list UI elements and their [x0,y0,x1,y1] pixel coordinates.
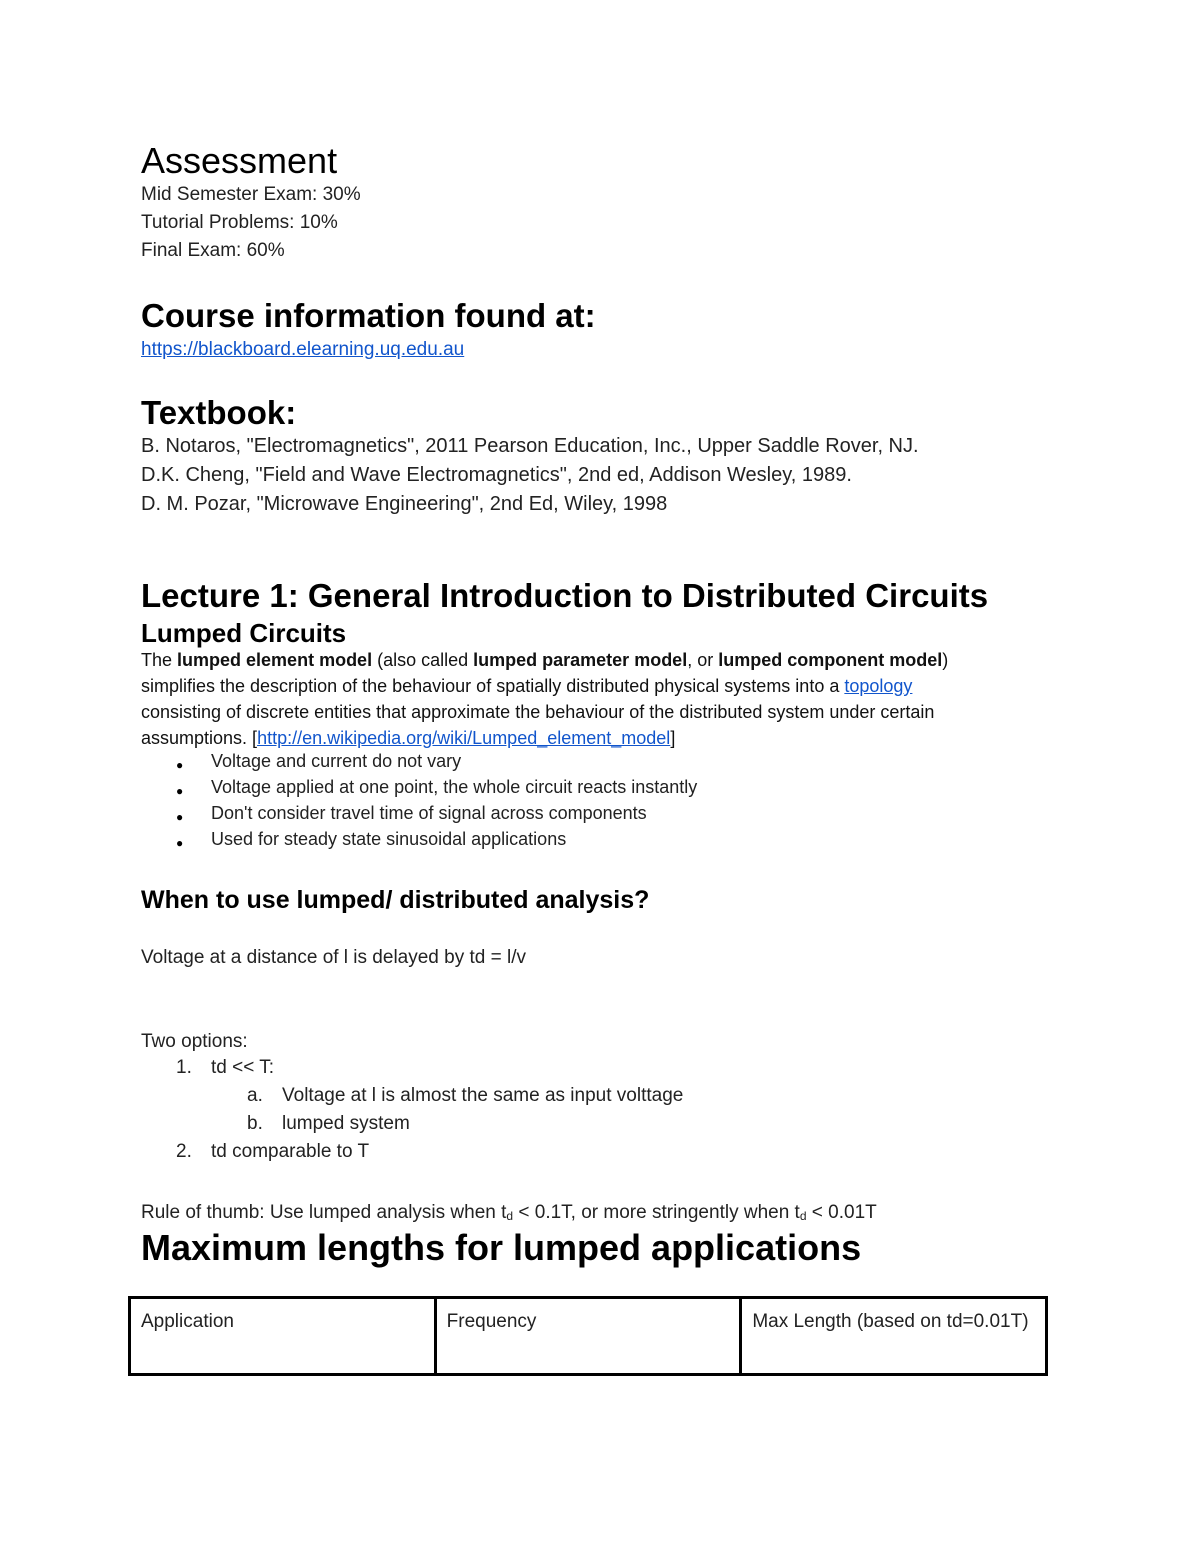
bullet-icon: ● [176,784,184,798]
lumped-paragraph-line: consisting of discrete entities that approximate the behaviour of the distributed system under certain [141,702,935,722]
rule-text: Rule of thumb: Use lumped analysis when t [141,1202,507,1223]
options-label: Two options: [141,1031,248,1052]
option-text: lumped system [282,1113,410,1134]
bullet-text: Voltage and current do not vary [211,751,462,771]
textbook-ref: D. M. Pozar, "Microwave Engineering", 2nd Ed, Wiley, 1998 [141,493,668,515]
lecture-heading: Lecture 1: General Introduction to Distributed Circuits [141,577,989,614]
textbook-ref: B. Notaros, "Electromagnetics", 2011 Pearson Education, Inc., Upper Saddle Rover, NJ. [141,435,919,457]
subscript: d [506,1209,514,1223]
topology-link[interactable]: topology [844,676,913,696]
list-number: 1. [176,1057,192,1078]
bullet-item [141,829,1041,855]
bullet-item [141,803,1041,829]
bullet-text: Used for steady state sinusoidal applications [211,829,567,849]
bullet-item [141,751,1041,777]
assessment-item: Tutorial Problems: 10% [141,212,338,233]
list-letter: b. [247,1113,263,1134]
para-text: ) [942,650,949,670]
bullet-item [141,777,1041,803]
bullet-icon: ● [176,836,184,850]
lumped-paragraph-line [141,647,948,673]
para-bold-term: lumped parameter model [473,650,688,670]
blackboard-link[interactable]: https://blackboard.elearning.uq.edu.au [141,339,465,360]
delay-text: Voltage at a distance of l is delayed by td = l/v [141,947,526,968]
table-row [130,1298,1047,1375]
lumped-paragraph-line [141,725,675,751]
option-text: td << T: [211,1057,275,1078]
para-bold-term: lumped element model [177,650,373,670]
rule-text: < 0.1T, or more stringently when t [513,1202,800,1223]
option-text: td comparable to T [211,1141,370,1162]
para-text: assumptions. [ [141,728,258,748]
analysis-heading: When to use lumped/ distributed analysis? [141,886,650,914]
assessment-heading: Assessment [141,140,338,181]
rule-text: < 0.01T [806,1202,877,1223]
table-header-cell: Max Length (based on td=0.01T) [741,1298,1047,1375]
bullet-icon: ● [176,758,184,772]
wikipedia-link[interactable]: http://en.wikipedia.org/wiki/Lumped_element_model [257,728,671,748]
assessment-item: Mid Semester Exam: 30% [141,184,361,205]
table-header-cell: Frequency [435,1298,741,1375]
bullet-icon: ● [176,810,184,824]
para-text: The [141,650,178,670]
lumped-paragraph-line [141,673,912,699]
textbook-heading: Textbook: [141,394,297,431]
lumped-circuits-heading: Lumped Circuits [141,618,347,648]
option-text: Voltage at l is almost the same as input volttage [282,1085,684,1106]
subscript: d [799,1209,807,1223]
table-header-cell: Application [130,1298,436,1375]
para-text: , or [687,650,719,670]
para-text: simplifies the description of the behaviour of spatially distributed physical systems into a [141,676,845,696]
bullet-text: Don't consider travel time of signal across components [211,803,647,823]
bullet-text: Voltage applied at one point, the whole circuit reacts instantly [211,777,698,797]
assessment-item: Final Exam: 60% [141,240,285,261]
list-letter: a. [247,1085,263,1106]
para-text: (also called [372,650,474,670]
max-lengths-table [128,1296,1048,1376]
list-number: 2. [176,1141,192,1162]
para-bold-term: lumped component model [718,650,943,670]
textbook-ref: D.K. Cheng, "Field and Wave Electromagnetics", 2nd ed, Addison Wesley, 1989. [141,464,852,486]
max-lengths-heading: Maximum lengths for lumped applications [141,1227,862,1268]
course-info-heading: Course information found at: [141,297,596,334]
para-text: ] [670,728,676,748]
